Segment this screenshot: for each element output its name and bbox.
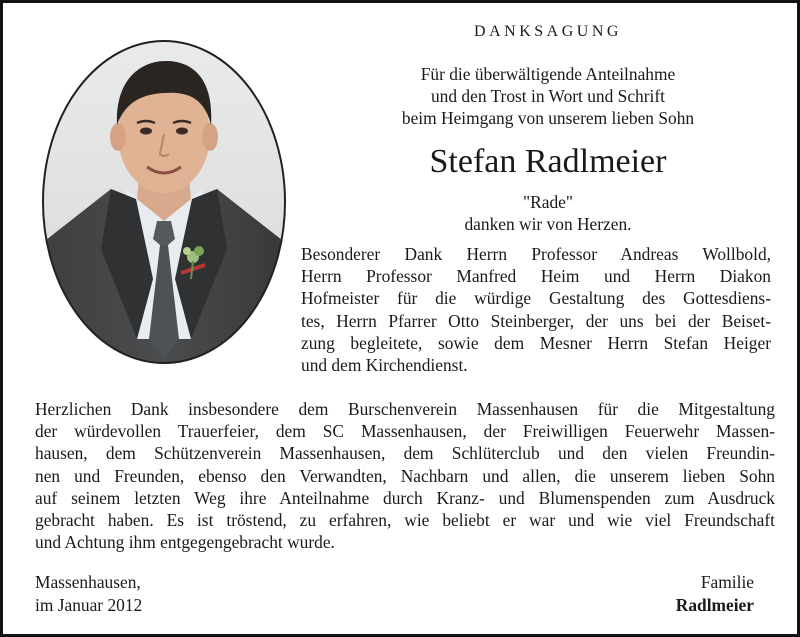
family-label: Familie: [700, 572, 754, 592]
special-thanks-paragraph: [301, 243, 771, 376]
special-thanks-line: Herrn Professor Manfred Heim und Herrn Diakon: [301, 266, 771, 287]
special-thanks-line: und dem Kirchendienst.: [301, 355, 468, 376]
notice-heading: DANKSAGUNG: [474, 23, 622, 40]
general-thanks-line: auf seinem letzten Weg ihre Anteilnahme durch Kranz- und Blumenspenden zum Ausdruck: [35, 487, 775, 508]
intro-text: [303, 63, 793, 129]
deceased-name: Stefan Radlmeier: [429, 143, 667, 180]
special-thanks-line: Besonderer Dank Herrn Professor Andreas Wollbold,: [301, 244, 771, 264]
thanks-line: danken wir von Herzen.: [464, 214, 632, 234]
special-thanks-line: zung begleitete, sowie dem Mesner Herrn Stefan Heiger: [301, 332, 771, 353]
family-name: Radlmeier: [675, 594, 754, 615]
deceased-nickname: "Rade": [523, 192, 573, 212]
intro-line: Für die überwältigende Anteilnahme: [420, 64, 676, 84]
intro-line: beim Heimgang von unserem lieben Sohn: [401, 108, 695, 128]
general-thanks-line: Herzlichen Dank insbesondere dem Burschenverein Massenhausen für die Mitgestaltung: [35, 399, 775, 419]
intro-line: und den Trost in Wort und Schrift: [430, 86, 666, 106]
date: im Januar 2012: [35, 594, 143, 615]
general-thanks-line: gebracht haben. Es ist tröstend, zu erfahren, wie beliebt er war und wie viel Freundschaft: [35, 510, 775, 531]
family-signature: [604, 571, 754, 616]
special-thanks-line: tes, Herrn Pfarrer Otto Steinberger, der uns bei der Beiset-: [301, 310, 771, 331]
portrait-photo: [41, 39, 287, 365]
place: Massenhausen,: [35, 572, 141, 592]
special-thanks-line: Hofmeister für die würdige Gestaltung des Gottesdiens-: [301, 288, 771, 309]
general-thanks-line: hausen, dem Schützenverein Massenhausen, dem Schlüterclub und den vielen Freundin-: [35, 443, 775, 464]
general-thanks-line: nen und Freunden, ebenso den Verwandten, Nachbarn und allen, die unserem lieben Sohn: [35, 465, 775, 486]
general-thanks-line: der würdevollen Trauerfeier, dem SC Massenhausen, der Freiwilligen Feuerwehr Massen-: [35, 421, 775, 442]
general-thanks-paragraph: [35, 398, 775, 553]
place-and-date: [35, 571, 142, 616]
general-thanks-line: und Achtung ihm entgegengebracht wurde.: [35, 532, 335, 553]
